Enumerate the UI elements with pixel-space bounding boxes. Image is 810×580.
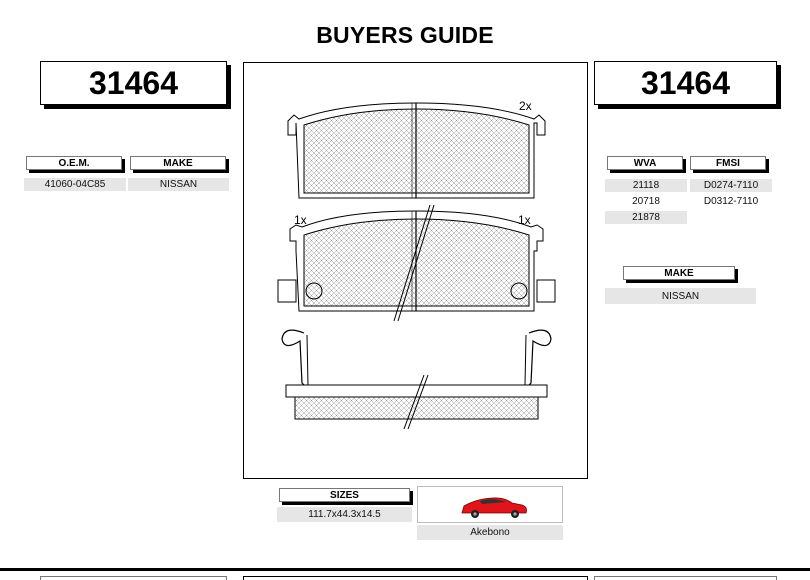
next-part-box-right [594, 576, 777, 580]
wva-value: 21878 [605, 211, 687, 224]
fmsi-value: D0274-7110 [690, 179, 772, 192]
brake-pad-illustration [244, 63, 589, 480]
make-left-header: MAKE [130, 156, 226, 170]
part-number-left: 31464 [40, 61, 227, 105]
fmsi-header: FMSI [690, 156, 766, 170]
page-divider [0, 568, 810, 571]
car-icon [418, 487, 564, 524]
sizes-header: SIZES [279, 488, 410, 502]
pad-top [288, 103, 545, 198]
wva-value: 20718 [632, 196, 660, 207]
wva-value: 21118 [605, 179, 687, 192]
pad-side-view [282, 330, 551, 429]
fmsi-value: D0312-7110 [703, 196, 759, 207]
next-drawing-box [243, 576, 588, 580]
part-number-right: 31464 [594, 61, 777, 105]
qty-right-label: 1x [518, 213, 531, 227]
pad-middle [278, 205, 555, 321]
make-right-header: MAKE [623, 266, 735, 280]
qty-left-label: 1x [294, 213, 307, 227]
sizes-value: 111.7x44.3x14.5 [277, 507, 412, 522]
brand-label: Akebono [417, 525, 563, 540]
vehicle-image [417, 486, 563, 523]
make-left-value: NISSAN [128, 178, 229, 191]
brake-pad-drawing [243, 62, 588, 479]
wva-header: WVA [607, 156, 683, 170]
page-title: BUYERS GUIDE [316, 22, 494, 48]
oem-value: 41060-04C85 [24, 178, 126, 191]
next-part-box-left [40, 576, 227, 580]
make-right-value: NISSAN [605, 288, 756, 304]
qty-top-label: 2x [519, 99, 532, 113]
oem-header: O.E.M. [26, 156, 122, 170]
